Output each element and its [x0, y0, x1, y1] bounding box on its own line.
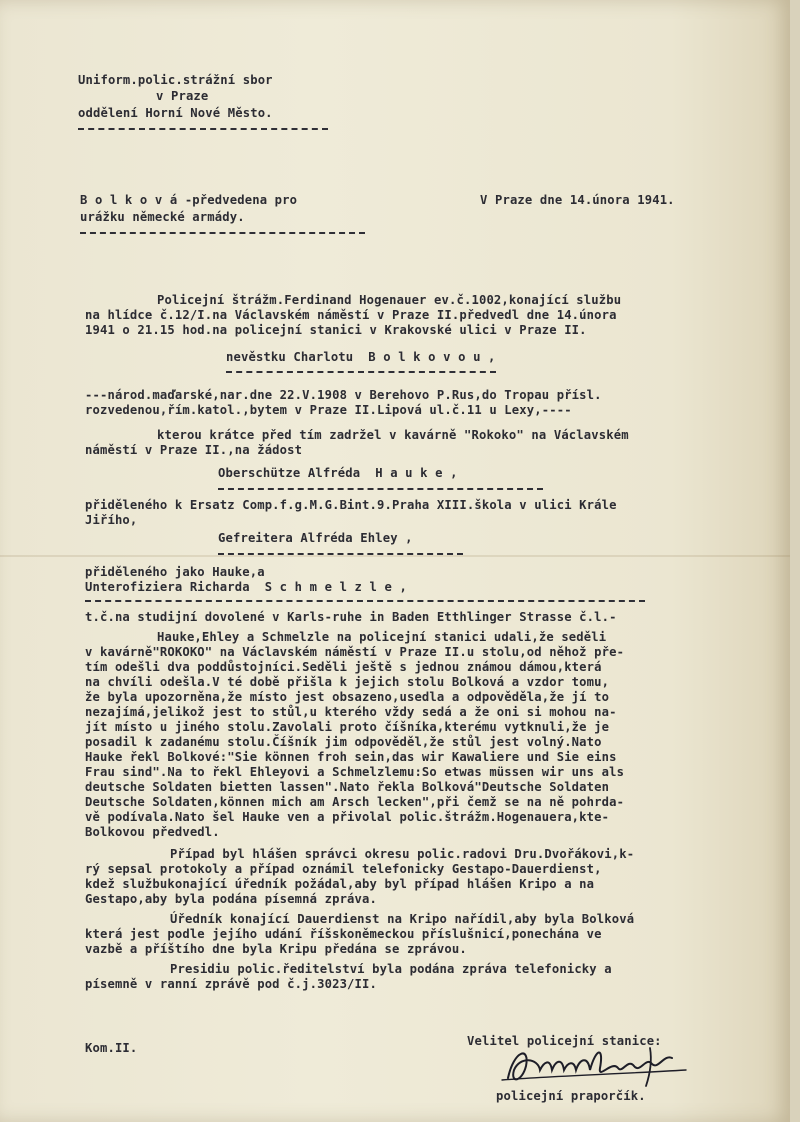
- body-line: písemně v ranní zprávě pod č.j.3023/II.: [85, 977, 378, 991]
- body-line: přiděleného k Ersatz Comp.f.g.M.G.Bint.9.Praha XIII.škola v ulici Krále: [85, 498, 617, 512]
- body-line: posadil k zadanému stolu.Číšník jim odpověděl,že stůl jest volný.Nato: [85, 735, 602, 749]
- body-line: náměstí v Praze II.,na žádost: [85, 443, 303, 457]
- header-city: v Praze: [156, 89, 209, 103]
- soldier-1-underline: [218, 488, 543, 490]
- body-line-soldier-2: Gefreitera Alfréda Ehley ,: [218, 531, 413, 545]
- body-line: rý sepsal protokoly a případ oznámil telefonicky Gestapo-Dauerdienst,: [85, 862, 602, 876]
- subject-underline: [80, 232, 365, 234]
- body-line: deutsche Soldaten bietten lassen".Nato řekla Bolková"Deutsche Soldaten: [85, 780, 610, 794]
- body-line: na chvíli odešla.V té době přišla k jejich stolu Bolková a vzdor tomu,: [85, 675, 610, 689]
- header-authority: Uniform.polic.strážní sbor: [78, 73, 273, 87]
- body-line: nezajímá,jelikož jest to stůl,u kterého vždy sedá a že oni si mohou na-: [85, 705, 617, 719]
- body-line: v kavárně"ROKOKO" na Václavském náměstí v Praze II.u stolu,od něhož pře-: [85, 645, 625, 659]
- document-date: V Praze dne 14.února 1941.: [480, 193, 675, 207]
- body-line: kterou krátce před tím zadržel v kavárně "Rokoko" na Václavském: [157, 428, 629, 442]
- body-line-soldier-1: Oberschütze Alfréda H a u k e ,: [218, 466, 458, 480]
- name-underline: [226, 371, 496, 373]
- body-line: kdež službukonající úředník požádal,aby byl případ hlášen Kripo a na: [85, 877, 595, 891]
- body-line: 1941 o 21.15 hod.na policejní stanici v Krakovské ulici v Praze II.: [85, 323, 587, 337]
- body-line: Presidiu polic.ředitelství byla podána zpráva telefonicky a: [170, 962, 612, 976]
- commander-rank: policejní praporčík.: [496, 1089, 646, 1103]
- body-line: t.č.na studijní dovolené v Karls-ruhe in Baden Etthlinger Strasse č.l.-: [85, 610, 617, 624]
- soldier-3-underline: [85, 600, 645, 602]
- body-line: Bolkovou předvedl.: [85, 825, 220, 839]
- body-line: vě podívala.Nato šel Hauke ven a přivolal polic.štrážm.Hogenauera,kte-: [85, 810, 610, 824]
- body-line: na hlídce č.12/I.na Václavském náměstí v Praze II.předvedl dne 14.února: [85, 308, 617, 322]
- body-line: jít místo u jiného stolu.Zavolali proto číšníka,kterému vytknuli,že je: [85, 720, 610, 734]
- body-line: Úředník konající Dauerdienst na Kripo nařídil,aby byla Bolková: [170, 912, 635, 926]
- header-underline: [78, 128, 328, 130]
- body-line: tím odešli dva poddůstojníci.Seděli ještě s jednou známou dámou,která: [85, 660, 602, 674]
- subject-line-1: B o l k o v á -předvedena pro: [80, 193, 298, 207]
- body-line: přiděleného jako Hauke,a: [85, 565, 265, 579]
- body-line: rozvedenou,řím.katol.,bytem v Praze II.Lipová ul.č.11 u Lexy,----: [85, 403, 572, 417]
- body-line: ---národ.maďarské,nar.dne 22.V.1908 v Berehovo P.Rus,do Tropau přísl.: [85, 388, 602, 402]
- body-line: Hauke řekl Bolkové:"Sie können froh sein,das wir Kawaliere und Sie eins: [85, 750, 617, 764]
- body-line: která jest podle jejího udání říšskoněmeckou příslušnicí,ponechána ve: [85, 927, 602, 941]
- reference-mark: Kom.II.: [85, 1041, 138, 1055]
- commander-title: Velitel policejní stanice:: [467, 1034, 662, 1048]
- body-line: Jiřího,: [85, 513, 138, 527]
- header-department: oddělení Horní Nové Město.: [78, 106, 273, 120]
- body-line: Frau sind".Na to řekl Ehleyovi a Schmelzlemu:So etwas müssen wir uns als: [85, 765, 625, 779]
- body-line-person-name: nevěstku Charlotu B o l k o v o u ,: [226, 350, 496, 364]
- subject-line-2: urážku německé armády.: [80, 210, 245, 224]
- soldier-2-underline: [218, 553, 463, 555]
- body-line: vazbě a příštího dne byla Kripu předána se zprávou.: [85, 942, 467, 956]
- paper-fold: [0, 555, 790, 557]
- handwritten-signature-icon: [500, 1040, 690, 1090]
- body-line: Případ byl hlášen správci okresu polic.radovi Dru.Dvořákovi,k-: [170, 847, 635, 861]
- body-line: Hauke,Ehley a Schmelzle na policejní stanici udali,že seděli: [157, 630, 607, 644]
- body-line: Policejní štrážm.Ferdinand Hogenauer ev.č.1002,konající službu: [157, 293, 622, 307]
- body-line: Deutsche Soldaten,können mich am Arsch lecken",při čemž se na ně pohrda-: [85, 795, 625, 809]
- body-line-soldier-3: Unterofiziera Richarda S c h m e l z l e ,: [85, 580, 407, 594]
- body-line: Gestapo,aby byla podána písemná zpráva.: [85, 892, 378, 906]
- body-line: že byla upozorněna,že místo jest obsazeno,usedla a odpověděla,že jí to: [85, 690, 610, 704]
